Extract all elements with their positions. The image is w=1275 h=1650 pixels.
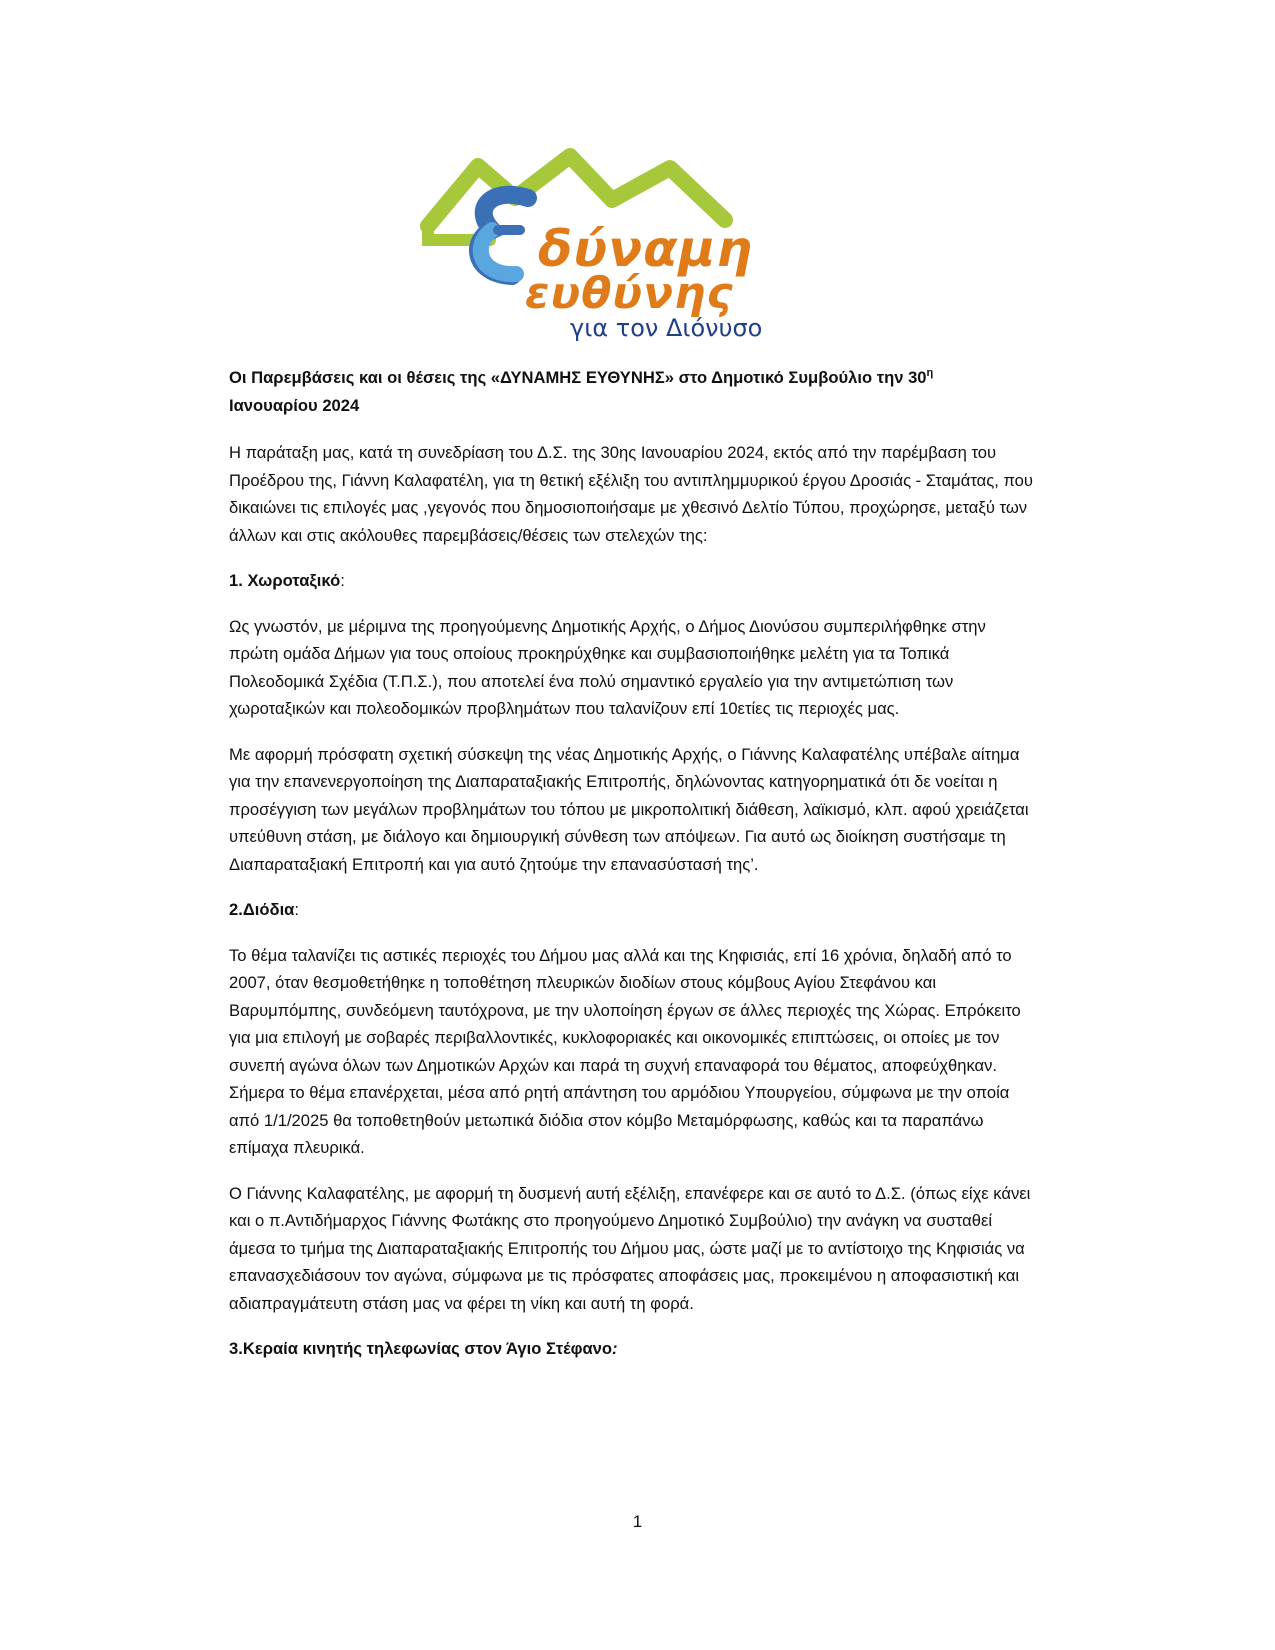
section2-paragraph2: Ο Γιάννης Καλαφατέλης, με αφορμή τη δυσμενή αυτή εξέλιξη, επανέφερε και σε αυτό το Δ.Σ. (όπως είχε κάνει και ο π.Αντιδήμαρχος Γιάννης Φωτάκης στο προηγούμενο Δημοτικό Συμβούλιο) την ανάγκη να συσταθεί άμεσα το τμήμα της Διαπαραταξιακής Επιτροπής του Δήμου μας, ώστε μαζί με το αντίστοιχο της Κηφισιάς να επανασχεδιάσουν τον αγώνα, σύμφωνα με τις πρόσφατες αποφάσεις μας, προκειμένου η αποφασιστική και αδιαπραγμάτευτη στάση μας να φέρει τη νίκη και αυτή τη φορά. bbox=[229, 1183, 1031, 1313]
section3-heading-colon: : bbox=[612, 1339, 618, 1358]
title-superscript: η bbox=[926, 367, 934, 379]
section3-heading bbox=[229, 1335, 1039, 1363]
section2-paragraph1: Το θέμα ταλανίζει τις αστικές περιοχές του Δήμου μας αλλά και της Κηφισιάς, επί 16 χρόνια, δηλαδή από το 2007, όταν θεσμοθετήθηκε η τοποθέτηση πλευρικών διοδίων στους κόμβους Αγίου Στεφάνου και Βαρυμπόμπης, συνδεόμενη ταυτόχρονα, με την υλοποίηση έργων σε άλλες περιοχές της Χώρας. Επρόκειτο για μια επιλογή με σοβαρές περιβαλλοντικές, κυκλοφοριακές και οικονομικές επιπτώσεις, οι οποίες με τον συνεπή αγώνα όλων των Δημοτικών Αρχών και παρά τη συχνή επαναφορά του θέματος, αποφεύχθηκαν. Σήμερα το θέμα επανέρχεται, μέσα από ρητή απάντηση του αρμόδιου Υπουργείου, σύμφωνα με την οποία από 1/1/2025 θα τοποθετηθούν μετωπικά διόδια στον κόμβο Μεταμόρφωσης, καθώς και τα παραπάνω επίμαχα πλευρικά. bbox=[229, 945, 1021, 1157]
document-body bbox=[229, 364, 1039, 1381]
logo-text-tagline: για τον Διόνυσο bbox=[570, 314, 763, 342]
party-logo bbox=[420, 148, 840, 342]
section1-heading-colon: : bbox=[340, 571, 345, 590]
document-title bbox=[229, 364, 1039, 419]
section2-heading bbox=[229, 896, 1039, 924]
section1-paragraph1: Ως γνωστόν, με μέριμνα της προηγούμενης Δημοτικής Αρχής, ο Δήμος Διονύσου συμπεριλήφθηκε στην πρώτη ομάδα Δήμων για τους οποίους προκηρύχθηκε και συμβασιοποιήθηκε μελέτη για τα Τοπικά Πολεοδομικά Σχέδια (Τ.Π.Σ.), που αποτελεί ένα πολύ σημαντικό εργαλείο για την αντιμετώπιση των χωροταξικών και πολεοδομικών προβλημάτων που ταλανίζουν επί 10ετίες τις περιοχές μας. bbox=[229, 616, 986, 718]
title-line1: Οι Παρεμβάσεις και οι θέσεις της «ΔΥΝΑΜΗΣ ΕΥΘΥΝΗΣ» στο Δημοτικό Συμβούλιο την 30 bbox=[229, 368, 927, 387]
title-line2: Ιανουαρίου 2024 bbox=[229, 395, 360, 415]
logo-text-dynami: δύναμη bbox=[538, 220, 753, 278]
intro-paragraph: Η παράταξη μας, κατά τη συνεδρίαση του Δ.Σ. της 30ης Ιανουαρίου 2024, εκτός από την παρέμβαση του Προέδρου της, Γιάννη Καλαφατέλη, για τη θετική εξέλιξη του αντιπλημμυρικού έργου Δροσιάς - Σταμάτας, που δικαιώνει τις επιλογές μας ,γεγονός που δημοσιοποιήσαμε με χθεσινό Δελτίο Τύπου, προχώρησε, μεταξύ των άλλων και στις ακόλουθες παρεμβάσεις/θέσεις των στελεχών της: bbox=[229, 443, 1033, 545]
logo-text-efthynis: ευθύνης bbox=[525, 268, 734, 319]
section1-paragraph2: Με αφορμή πρόσφατη σχετική σύσκεψη της νέας Δημοτικής Αρχής, ο Γιάννης Καλαφατέλης υπέβαλε αίτημα για την επανενεργοποίηση της Διαπαραταξιακής Επιτροπής, δηλώνοντας κατηγορηματικά ότι δε νοείται η προσέγγιση των μεγάλων προβλημάτων του τόπου με μικροπολιτική διάθεση, λαϊκισμό, κλπ. αφού χρειάζεται υπεύθυνη στάση, με διάλογο και δημιουργική σύνθεση των απόψεων. Για αυτό ως διοίκηση συστήσαμε τη Διαπαραταξιακή Επιτροπή και για αυτό ζητούμε την επανασύστασή της’. bbox=[229, 744, 1029, 874]
section2-heading-text: 2.Διόδια bbox=[229, 900, 295, 919]
green-roof-shape bbox=[428, 156, 725, 226]
page-number: 1 bbox=[632, 1512, 643, 1531]
section1-heading-text: 1. Χωροταξικό bbox=[229, 571, 341, 590]
section3-heading-text: 3.Κεραία κινητής τηλεφωνίας στον Άγιο Στέφανο bbox=[229, 1339, 613, 1358]
section1-heading bbox=[229, 567, 1039, 595]
section2-heading-colon: : bbox=[294, 900, 300, 919]
